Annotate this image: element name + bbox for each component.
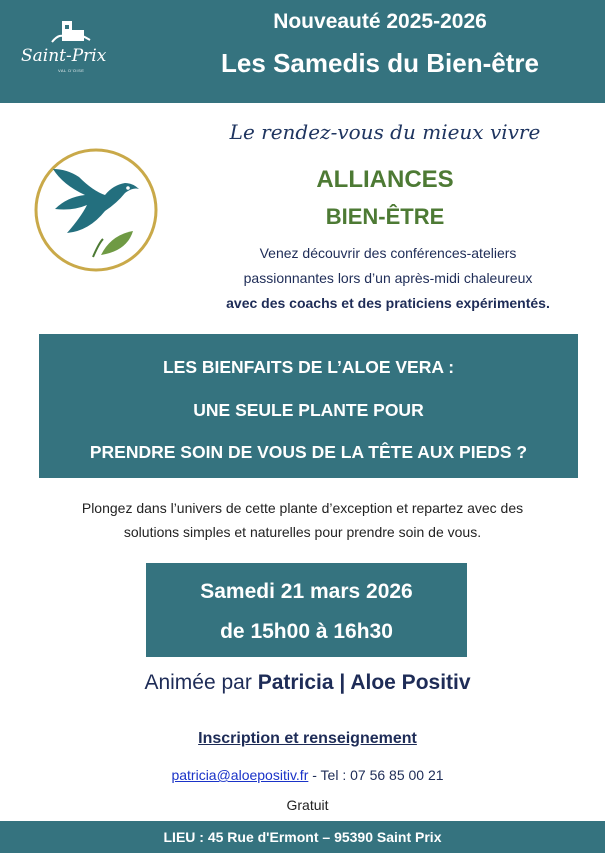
header-subtitle: Nouveauté 2025-2026: [273, 10, 487, 33]
registration-heading: Inscription et renseignement: [198, 730, 417, 747]
event-date-box: [146, 563, 467, 657]
header-banner: [0, 0, 605, 103]
email-link[interactable]: patricia@aloepositiv.fr: [171, 767, 309, 783]
host-prefix: Animée par: [144, 671, 258, 694]
event-title-line: LES BIENFAITS DE L’ALOE VERA :: [162, 357, 455, 377]
logo-subtext: VAL D'OISE: [58, 68, 85, 73]
event-title-line: UNE SEULE PLANTE POUR: [193, 400, 424, 420]
intro-line: passionnantes lors d’un après-midi chaleureux: [243, 270, 533, 286]
host-company: Aloe Positiv: [350, 671, 471, 694]
description-line: solutions simples et naturelles pour prendre soin de vous.: [123, 524, 482, 540]
event-time: de 15h00 à 16h30: [220, 620, 393, 643]
price-label: Gratuit: [286, 797, 329, 813]
bird-leaf-icon: [33, 147, 159, 273]
brand-name-line2: BIEN-ÊTRE: [325, 204, 445, 229]
event-title-line: PRENDRE SOIN DE VOUS DE LA TÊTE AUX PIEDS ?: [89, 442, 528, 462]
venue-address: LIEU : 45 Rue d'Ermont – 95390 Saint Prix: [163, 829, 442, 845]
phone-number: 07 56 85 00 21: [350, 767, 444, 783]
tagline: Le rendez-vous du mieux vivre: [229, 120, 541, 144]
footer-banner: [0, 821, 605, 853]
intro-line: Venez découvrir des conférences-ateliers: [259, 245, 517, 261]
town-tower-icon: [48, 18, 98, 48]
intro-line-bold: avec des coachs et des praticiens expérimentés.: [226, 295, 550, 311]
logo-text: Saint-Prix: [21, 46, 107, 66]
header-title: Les Samedis du Bien-être: [221, 48, 539, 78]
event-date: Samedi 21 mars 2026: [200, 580, 413, 603]
host-line: [60, 671, 555, 695]
event-title-box: [39, 334, 578, 478]
description-line: Plongez dans l’univers de cette plante d’exception et repartez avec des: [81, 500, 524, 516]
host-separator: |: [333, 671, 351, 694]
contact-separator: - Tel :: [308, 767, 351, 783]
contact-line: [60, 767, 555, 783]
saint-prix-logo: [18, 18, 138, 78]
brand-name-line1: ALLIANCES: [316, 166, 454, 193]
host-name: Patricia: [257, 671, 334, 694]
